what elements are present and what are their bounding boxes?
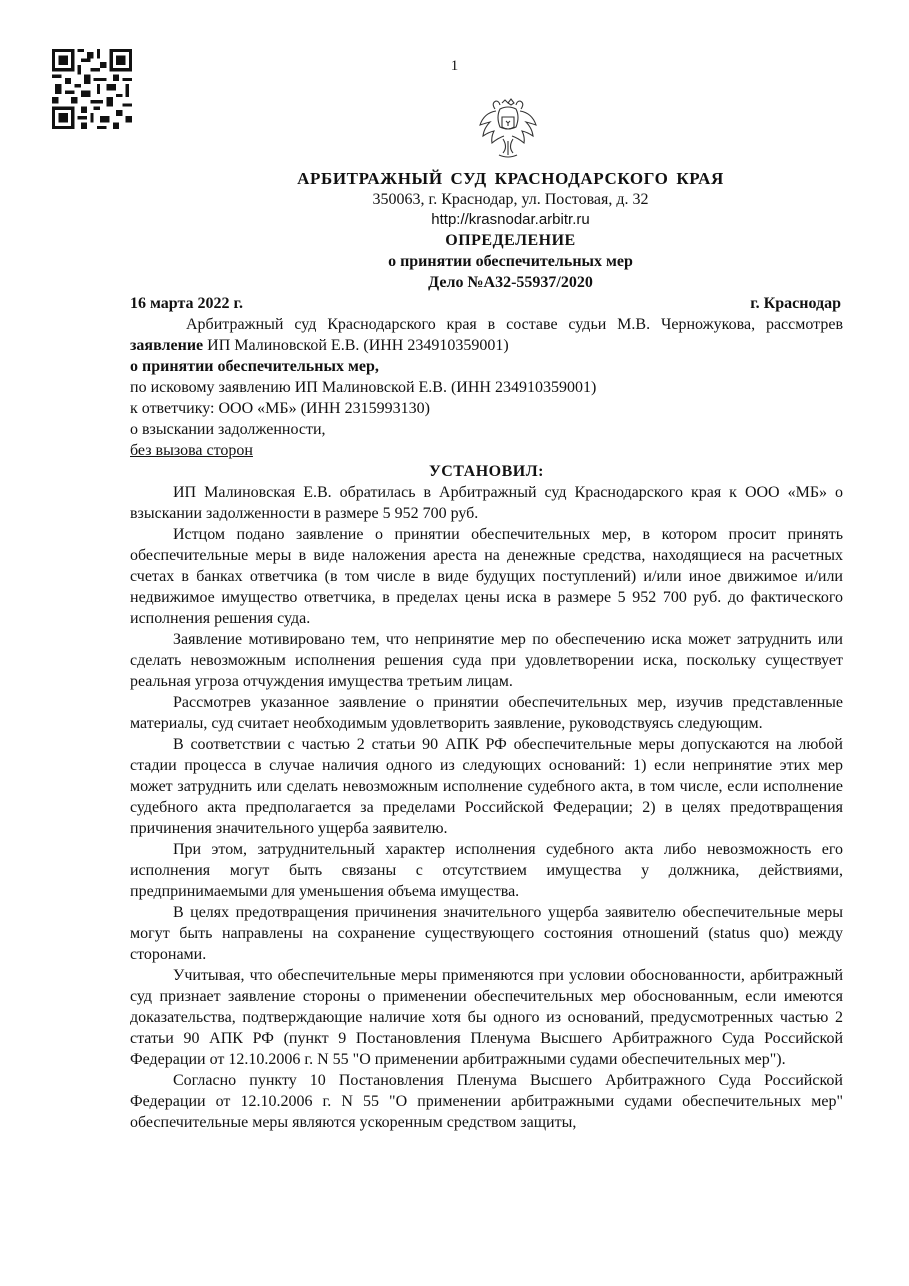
court-name: АРБИТРАЖНЫЙ СУД КРАСНОДАРСКОГО КРАЯ [297, 169, 724, 188]
paragraph: Рассмотрев указанное заявление о принятии обеспечительных мер, изучив представленные материалы, суд считает необходимым удовлетворить заявление, руководствуясь следующим. [130, 694, 843, 732]
document-date: 16 марта 2022 г. [130, 295, 243, 312]
intro-no-parties: без вызова сторон [130, 442, 253, 459]
intro-paragraph [130, 314, 843, 356]
intro-line: о взыскании задолженности, [130, 421, 326, 438]
intro-tail: ИП Малиновской Е.В. (ИНН 234910359001) [203, 337, 509, 354]
page-number: 1 [450, 58, 459, 74]
intro-line: по исковому заявлению ИП Малиновской Е.В. (ИНН 234910359001) [130, 379, 597, 396]
court-address: 350063, г. Краснодар, ул. Постовая, д. 32 [372, 191, 649, 208]
intro-bold-word: заявление [130, 337, 204, 354]
paragraph: ИП Малиновская Е.В. обратилась в Арбитражный суд Краснодарского края к ООО «МБ» о взыскании задолженности в размере 5 952 700 руб. [130, 484, 843, 522]
court-website[interactable]: http://krasnodar.arbitr.ru [431, 211, 590, 228]
section-heading: УСТАНОВИЛ: [429, 463, 544, 480]
document-body [130, 314, 843, 1133]
intro-subject: о принятии обеспечительных мер, [130, 358, 379, 375]
paragraph: При этом, затруднительный характер исполнения судебного акта либо невозможность его исполнения могут быть связаны с отсутствием имущества у должника, действиями, предпринимаемыми для уменьшения объема имущества. [130, 841, 843, 900]
intro-line [130, 440, 843, 461]
case-number: Дело №А32-55937/2020 [428, 274, 593, 291]
paragraph: В соответствии с частью 2 статьи 90 АПК РФ обеспечительные меры допускаются на любой стадии процесса в случае наличия одного из следующих оснований: 1) если непринятие этих мер может затруднить или сделать невозможным исполнение судебного акта, в том числе, если исполнение судебного акта предполагается за пределами Российской Федерации; 2) в целях предотвращения причинения значительного ущерба заявителю. [130, 736, 843, 837]
paragraph: Истцом подано заявление о принятии обеспечительных мер, в котором просит принять обеспечительные меры в виде наложения ареста на денежные средства, находящиеся на расчетных счетах в банках ответчика (в том числе в виде будущих поступлений) и/или иное движимое и/или недвижимое имущество ответчика, в пределах цены иска в размере 5 952 700 руб. до фактического исполнения решения суда. [130, 526, 843, 627]
intro-line [130, 356, 843, 377]
coat-of-arms-icon [473, 95, 543, 165]
document-city: г. Краснодар [750, 295, 841, 312]
paragraph: В целях предотвращения причинения значительного ущерба заявителю обеспечительные меры могут быть направлены на сохранение существующего состояния отношений (status quo) между сторонами. [130, 904, 843, 963]
intro-text: Арбитражный суд Краснодарского края в составе судьи М.В. Черножукова, рассмотрев [186, 316, 843, 333]
intro-line: к ответчику: ООО «МБ» (ИНН 2315993130) [130, 400, 430, 417]
paragraph: Заявление мотивировано тем, что непринятие мер по обеспечению иска может затруднить или сделать невозможным исполнения решения суда при удовлетворении иска, поскольку существует реальная угроза отчуждения имущества третьим лицам. [130, 631, 843, 690]
paragraph: Согласно пункту 10 Постановления Пленума Высшего Арбитражного Суда Российской Федерации от 12.10.2006 г. N 55 "О применении арбитражными судами обеспечительных мер" обеспечительные меры являются ускоренным средством защиты, [130, 1072, 843, 1131]
document-subject: о принятии обеспечительных мер [388, 253, 633, 270]
paragraph: Учитывая, что обеспечительные меры применяются при условии обоснованности, арбитражный суд признает заявление стороны о применении обеспечительных мер обоснованным, если имеются доказательства, подтверждающие наличие хотя бы одного из оснований, предусмотренных частью 2 статьи 90 АПК РФ (пункт 9 Постановления Пленума Высшего Арбитражного Суда Российской Федерации от 12.10.2006 г. N 55 "О применении арбитражными судами обеспечительных мер"). [130, 967, 843, 1068]
document-type: ОПРЕДЕЛЕНИЕ [445, 232, 576, 249]
